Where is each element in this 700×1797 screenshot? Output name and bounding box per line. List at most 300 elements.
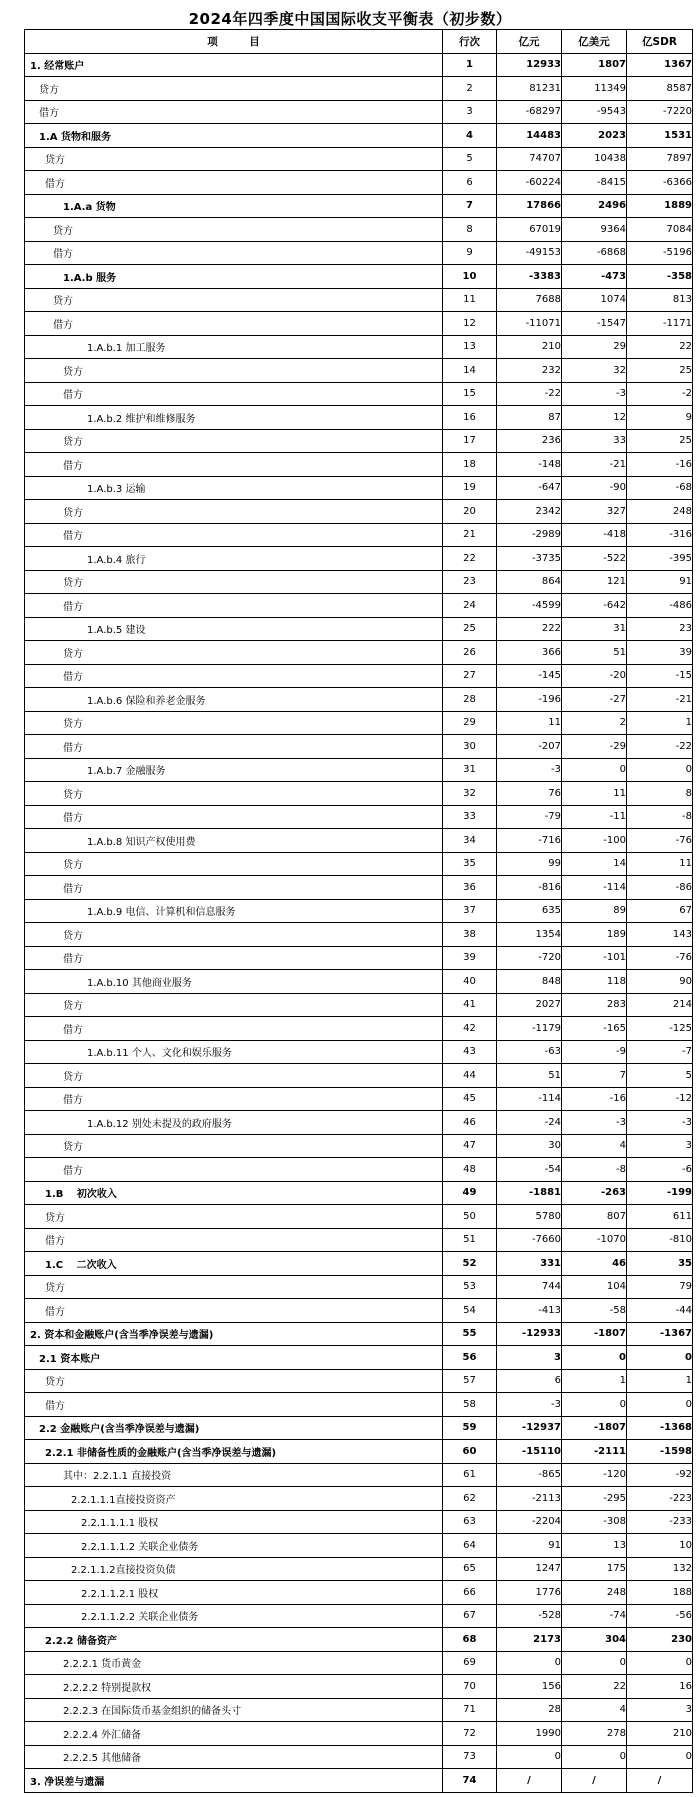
usd-cell: 304: [562, 1628, 627, 1652]
cny-cell: 3: [497, 1346, 562, 1370]
table-row: [25, 829, 693, 853]
usd-cell: -114: [562, 876, 627, 900]
table-row: [25, 523, 693, 547]
usd-cell: 29: [562, 335, 627, 359]
cny-cell: 81231: [497, 77, 562, 101]
line-cell: 37: [443, 899, 497, 923]
cny-cell: 17866: [497, 194, 562, 218]
line-cell: 7: [443, 194, 497, 218]
cny-cell: -196: [497, 688, 562, 712]
table-row: [25, 1369, 693, 1393]
table-row: [25, 923, 693, 947]
cny-cell: -60224: [497, 171, 562, 195]
item-cell: 1.A.b.8 知识产权使用费: [25, 829, 443, 853]
line-cell: 24: [443, 594, 497, 618]
usd-cell: 4: [562, 1134, 627, 1158]
line-cell: 27: [443, 664, 497, 688]
sdr-cell: -395: [627, 547, 693, 571]
cny-cell: 67019: [497, 218, 562, 242]
usd-cell: 32: [562, 359, 627, 383]
cny-cell: -7660: [497, 1228, 562, 1252]
item-cell: 1.A 货物和服务: [25, 124, 443, 148]
item-cell: 1.A.b.2 维护和维修服务: [25, 406, 443, 430]
sdr-cell: 248: [627, 500, 693, 524]
item-cell: 借方: [25, 594, 443, 618]
line-cell: 11: [443, 288, 497, 312]
table-row: [25, 1698, 693, 1722]
usd-cell: -27: [562, 688, 627, 712]
item-cell: 借方: [25, 100, 443, 124]
cny-cell: 222: [497, 617, 562, 641]
sdr-cell: 16: [627, 1675, 693, 1699]
line-cell: 68: [443, 1628, 497, 1652]
cny-cell: 210: [497, 335, 562, 359]
sdr-cell: -1367: [627, 1322, 693, 1346]
cny-cell: -4599: [497, 594, 562, 618]
usd-cell: -418: [562, 523, 627, 547]
cny-cell: -647: [497, 476, 562, 500]
cny-cell: 1354: [497, 923, 562, 947]
usd-cell: -642: [562, 594, 627, 618]
usd-cell: -120: [562, 1463, 627, 1487]
cny-cell: 28: [497, 1698, 562, 1722]
item-cell: 借方: [25, 1228, 443, 1252]
usd-cell: -3: [562, 1111, 627, 1135]
table-row: [25, 100, 693, 124]
item-cell: 2.2 金融账户(含当季净误差与遗漏): [25, 1416, 443, 1440]
item-cell: 贷方: [25, 77, 443, 101]
sdr-cell: -92: [627, 1463, 693, 1487]
line-cell: 36: [443, 876, 497, 900]
table-row: [25, 1275, 693, 1299]
cny-cell: 14483: [497, 124, 562, 148]
usd-cell: -165: [562, 1017, 627, 1041]
table-row: [25, 1604, 693, 1628]
item-cell: 3. 净误差与遗漏: [25, 1769, 443, 1793]
cny-cell: -54: [497, 1158, 562, 1182]
line-cell: 17: [443, 429, 497, 453]
line-cell: 33: [443, 805, 497, 829]
sdr-cell: 188: [627, 1581, 693, 1605]
table-row: [25, 453, 693, 477]
table-row: [25, 594, 693, 618]
usd-cell: 121: [562, 570, 627, 594]
sdr-cell: -1598: [627, 1440, 693, 1464]
sdr-cell: 10: [627, 1534, 693, 1558]
line-cell: 23: [443, 570, 497, 594]
table-row: [25, 429, 693, 453]
line-cell: 46: [443, 1111, 497, 1135]
item-cell: 借方: [25, 1017, 443, 1041]
table-row: [25, 1252, 693, 1276]
cny-cell: 51: [497, 1064, 562, 1088]
usd-cell: -2111: [562, 1440, 627, 1464]
cny-cell: -114: [497, 1087, 562, 1111]
sdr-cell: 611: [627, 1205, 693, 1229]
table-row: [25, 688, 693, 712]
table-body: [25, 53, 693, 1792]
cny-cell: -79: [497, 805, 562, 829]
table-title: 2024年四季度中国国际收支平衡表（初步数）: [188, 10, 512, 28]
table-row: [25, 1557, 693, 1581]
cny-cell: 6: [497, 1369, 562, 1393]
usd-cell: 0: [562, 1346, 627, 1370]
table-row: [25, 382, 693, 406]
table-row: [25, 1205, 693, 1229]
sdr-cell: 0: [627, 1745, 693, 1769]
line-cell: 67: [443, 1604, 497, 1628]
table-row: [25, 1393, 693, 1417]
table-row: [25, 617, 693, 641]
sdr-cell: 8: [627, 782, 693, 806]
table-row: [25, 852, 693, 876]
item-cell: 2.2.2 储备资产: [25, 1628, 443, 1652]
header-item: 项 目: [25, 30, 443, 54]
line-cell: 53: [443, 1275, 497, 1299]
sdr-cell: 5: [627, 1064, 693, 1088]
table-row: [25, 970, 693, 994]
line-cell: 58: [443, 1393, 497, 1417]
item-cell: 贷方: [25, 923, 443, 947]
usd-cell: -1807: [562, 1322, 627, 1346]
item-cell: 2.2.1 非储备性质的金融账户(含当季净误差与遗漏): [25, 1440, 443, 1464]
table-row: [25, 1628, 693, 1652]
cny-cell: -15110: [497, 1440, 562, 1464]
item-cell: 2.2.1.1.2.1 股权: [25, 1581, 443, 1605]
sdr-cell: -223: [627, 1487, 693, 1511]
item-cell: 1.A.b.9 电信、计算机和信息服务: [25, 899, 443, 923]
sdr-cell: 25: [627, 359, 693, 383]
usd-cell: -1807: [562, 1416, 627, 1440]
cny-cell: 76: [497, 782, 562, 806]
item-cell: 贷方: [25, 1134, 443, 1158]
sdr-cell: 0: [627, 1651, 693, 1675]
item-cell: 借方: [25, 946, 443, 970]
table-row: [25, 1040, 693, 1064]
usd-cell: 33: [562, 429, 627, 453]
table-row: [25, 1463, 693, 1487]
item-cell: 其中：2.2.1.1 直接投资: [25, 1463, 443, 1487]
sdr-cell: 210: [627, 1722, 693, 1746]
usd-cell: 1: [562, 1369, 627, 1393]
usd-cell: 31: [562, 617, 627, 641]
usd-cell: 2023: [562, 124, 627, 148]
sdr-cell: 79: [627, 1275, 693, 1299]
line-cell: 14: [443, 359, 497, 383]
usd-cell: 4: [562, 1698, 627, 1722]
usd-cell: -29: [562, 735, 627, 759]
table-row: [25, 406, 693, 430]
cny-cell: -1881: [497, 1181, 562, 1205]
sdr-cell: 1367: [627, 53, 693, 77]
item-cell: 贷方: [25, 1369, 443, 1393]
item-cell: 2.2.1.1.2.2 关联企业债务: [25, 1604, 443, 1628]
line-cell: 69: [443, 1651, 497, 1675]
table-row: [25, 805, 693, 829]
cny-cell: -3383: [497, 265, 562, 289]
table-row: [25, 77, 693, 101]
sdr-cell: -6: [627, 1158, 693, 1182]
sdr-cell: -21: [627, 688, 693, 712]
table-row: [25, 500, 693, 524]
cny-cell: 91: [497, 1534, 562, 1558]
usd-cell: -58: [562, 1299, 627, 1323]
table-row: [25, 547, 693, 571]
usd-cell: -11: [562, 805, 627, 829]
item-cell: 1.A.b.12 别处未提及的政府服务: [25, 1111, 443, 1135]
sdr-cell: -7220: [627, 100, 693, 124]
usd-cell: 14: [562, 852, 627, 876]
line-cell: 34: [443, 829, 497, 853]
sdr-cell: 35: [627, 1252, 693, 1276]
table-row: [25, 194, 693, 218]
line-cell: 26: [443, 641, 497, 665]
table-row: [25, 1134, 693, 1158]
item-cell: 借方: [25, 1299, 443, 1323]
sdr-cell: 230: [627, 1628, 693, 1652]
item-cell: 贷方: [25, 500, 443, 524]
line-cell: 8: [443, 218, 497, 242]
table-row: [25, 265, 693, 289]
item-cell: 1.A.b.10 其他商业服务: [25, 970, 443, 994]
usd-cell: 0: [562, 1393, 627, 1417]
line-cell: 55: [443, 1322, 497, 1346]
table-row: [25, 359, 693, 383]
sdr-cell: 23: [627, 617, 693, 641]
usd-cell: -101: [562, 946, 627, 970]
line-cell: 12: [443, 312, 497, 336]
usd-cell: 89: [562, 899, 627, 923]
usd-cell: -20: [562, 664, 627, 688]
line-cell: 39: [443, 946, 497, 970]
cny-cell: -2113: [497, 1487, 562, 1511]
usd-cell: -8415: [562, 171, 627, 195]
header-line: 行次: [443, 30, 497, 54]
cny-cell: 0: [497, 1745, 562, 1769]
cny-cell: -12937: [497, 1416, 562, 1440]
sdr-cell: 25: [627, 429, 693, 453]
item-cell: 2. 资本和金融账户(含当季净误差与遗漏): [25, 1322, 443, 1346]
sdr-cell: -22: [627, 735, 693, 759]
item-cell: 1.A.b.4 旅行: [25, 547, 443, 571]
cny-cell: -528: [497, 1604, 562, 1628]
cny-cell: 635: [497, 899, 562, 923]
item-cell: 1.A.b.11 个人、文化和娱乐服务: [25, 1040, 443, 1064]
line-cell: 71: [443, 1698, 497, 1722]
line-cell: 5: [443, 147, 497, 171]
line-cell: 29: [443, 711, 497, 735]
sdr-cell: -15: [627, 664, 693, 688]
cny-cell: -2204: [497, 1510, 562, 1534]
item-cell: 借方: [25, 1393, 443, 1417]
table-row: [25, 1510, 693, 1534]
usd-cell: 0: [562, 1745, 627, 1769]
item-cell: 借方: [25, 805, 443, 829]
sdr-cell: -68: [627, 476, 693, 500]
usd-cell: -74: [562, 1604, 627, 1628]
usd-cell: /: [562, 1769, 627, 1793]
usd-cell: -308: [562, 1510, 627, 1534]
header-usd: 亿美元: [562, 30, 627, 54]
cny-cell: -3: [497, 1393, 562, 1417]
cny-cell: -68297: [497, 100, 562, 124]
cny-cell: 12933: [497, 53, 562, 77]
sdr-cell: -358: [627, 265, 693, 289]
table-row: [25, 218, 693, 242]
line-cell: 30: [443, 735, 497, 759]
table-row: [25, 1675, 693, 1699]
usd-cell: -295: [562, 1487, 627, 1511]
sdr-cell: 143: [627, 923, 693, 947]
line-cell: 60: [443, 1440, 497, 1464]
line-cell: 66: [443, 1581, 497, 1605]
table-row: [25, 1440, 693, 1464]
item-cell: 2.2.2.4 外汇储备: [25, 1722, 443, 1746]
line-cell: 9: [443, 241, 497, 265]
sdr-cell: 8587: [627, 77, 693, 101]
cny-cell: 744: [497, 1275, 562, 1299]
sdr-cell: 1889: [627, 194, 693, 218]
item-cell: 1. 经常账户: [25, 53, 443, 77]
cny-cell: 236: [497, 429, 562, 453]
sdr-cell: 91: [627, 570, 693, 594]
sdr-cell: 7897: [627, 147, 693, 171]
sdr-cell: -6366: [627, 171, 693, 195]
table-row: [25, 312, 693, 336]
line-cell: 64: [443, 1534, 497, 1558]
cny-cell: -3: [497, 758, 562, 782]
sdr-cell: 90: [627, 970, 693, 994]
table-row: [25, 53, 693, 77]
usd-cell: -9543: [562, 100, 627, 124]
sdr-cell: /: [627, 1769, 693, 1793]
item-cell: 2.2.1.1.2直接投资负债: [25, 1557, 443, 1581]
line-cell: 59: [443, 1416, 497, 1440]
table-row: [25, 1416, 693, 1440]
table-row: [25, 993, 693, 1017]
usd-cell: -1070: [562, 1228, 627, 1252]
usd-cell: -90: [562, 476, 627, 500]
line-cell: 49: [443, 1181, 497, 1205]
cny-cell: 2342: [497, 500, 562, 524]
line-cell: 1: [443, 53, 497, 77]
usd-cell: -9: [562, 1040, 627, 1064]
table-row: [25, 899, 693, 923]
bop-table: [24, 29, 693, 1793]
item-cell: 贷方: [25, 1064, 443, 1088]
table-row: [25, 335, 693, 359]
item-cell: 借方: [25, 1158, 443, 1182]
line-cell: 13: [443, 335, 497, 359]
usd-cell: 11349: [562, 77, 627, 101]
sdr-cell: 9: [627, 406, 693, 430]
sdr-cell: -5196: [627, 241, 693, 265]
usd-cell: 7: [562, 1064, 627, 1088]
line-cell: 51: [443, 1228, 497, 1252]
item-cell: 贷方: [25, 218, 443, 242]
item-cell: 贷方: [25, 852, 443, 876]
line-cell: 21: [443, 523, 497, 547]
cny-cell: 7688: [497, 288, 562, 312]
table-row: [25, 570, 693, 594]
usd-cell: 0: [562, 758, 627, 782]
usd-cell: 46: [562, 1252, 627, 1276]
usd-cell: 51: [562, 641, 627, 665]
line-cell: 61: [443, 1463, 497, 1487]
usd-cell: -473: [562, 265, 627, 289]
item-cell: 2.1 资本账户: [25, 1346, 443, 1370]
item-cell: 2.2.2.3 在国际货币基金组织的储备头寸: [25, 1698, 443, 1722]
cny-cell: -24: [497, 1111, 562, 1135]
item-cell: 贷方: [25, 359, 443, 383]
item-cell: 贷方: [25, 570, 443, 594]
item-cell: 1.A.a 货物: [25, 194, 443, 218]
usd-cell: -263: [562, 1181, 627, 1205]
item-cell: 1.B 初次收入: [25, 1181, 443, 1205]
usd-cell: 248: [562, 1581, 627, 1605]
table-row: [25, 1228, 693, 1252]
cny-cell: 74707: [497, 147, 562, 171]
cny-cell: 366: [497, 641, 562, 665]
line-cell: 16: [443, 406, 497, 430]
usd-cell: 104: [562, 1275, 627, 1299]
sdr-cell: -56: [627, 1604, 693, 1628]
sdr-cell: -2: [627, 382, 693, 406]
usd-cell: 283: [562, 993, 627, 1017]
usd-cell: 1807: [562, 53, 627, 77]
table-row: [25, 1111, 693, 1135]
item-cell: 贷方: [25, 1275, 443, 1299]
table-row: [25, 1581, 693, 1605]
usd-cell: -3: [562, 382, 627, 406]
line-cell: 25: [443, 617, 497, 641]
cny-cell: 99: [497, 852, 562, 876]
usd-cell: 22: [562, 1675, 627, 1699]
cny-cell: 0: [497, 1651, 562, 1675]
table-row: [25, 288, 693, 312]
cny-cell: -3735: [497, 547, 562, 571]
table-row: [25, 1769, 693, 1793]
line-cell: 72: [443, 1722, 497, 1746]
sdr-cell: 3: [627, 1698, 693, 1722]
table-row: [25, 171, 693, 195]
cny-cell: 1247: [497, 1557, 562, 1581]
line-cell: 70: [443, 1675, 497, 1699]
cny-cell: 848: [497, 970, 562, 994]
item-cell: 1.A.b.6 保险和养老金服务: [25, 688, 443, 712]
usd-cell: -16: [562, 1087, 627, 1111]
cny-cell: -145: [497, 664, 562, 688]
cny-cell: /: [497, 1769, 562, 1793]
item-cell: 贷方: [25, 288, 443, 312]
cny-cell: -816: [497, 876, 562, 900]
item-cell: 借方: [25, 453, 443, 477]
usd-cell: -6868: [562, 241, 627, 265]
line-cell: 48: [443, 1158, 497, 1182]
sdr-cell: -1171: [627, 312, 693, 336]
usd-cell: -522: [562, 547, 627, 571]
sdr-cell: 39: [627, 641, 693, 665]
item-cell: 贷方: [25, 782, 443, 806]
cny-cell: 864: [497, 570, 562, 594]
item-cell: 借方: [25, 1087, 443, 1111]
cny-cell: 331: [497, 1252, 562, 1276]
sdr-cell: 1: [627, 711, 693, 735]
usd-cell: -1547: [562, 312, 627, 336]
sdr-cell: -199: [627, 1181, 693, 1205]
item-cell: 借方: [25, 876, 443, 900]
line-cell: 10: [443, 265, 497, 289]
